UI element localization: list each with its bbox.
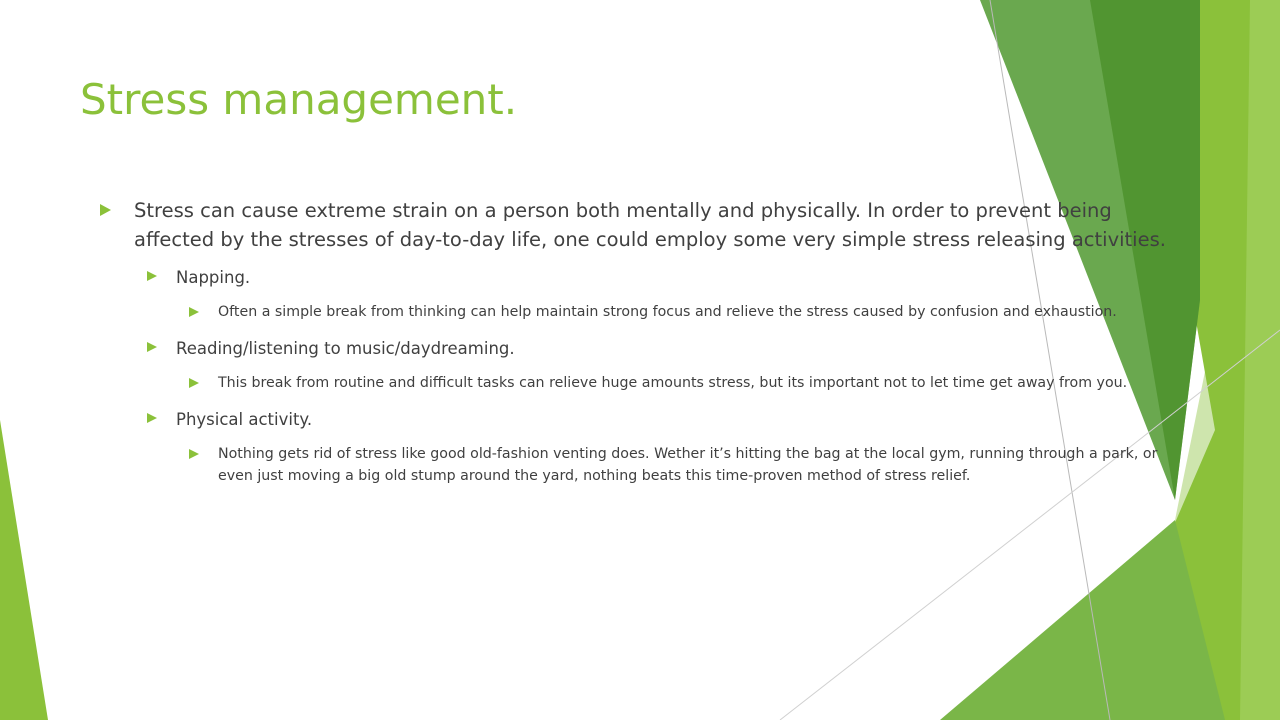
slide-title: Stress management. [80,75,518,124]
slide-body [100,196,1180,501]
left-edge-shape [0,420,48,720]
activity-detail-napping [189,301,1180,323]
triangle-bullet-icon [189,449,199,459]
activity-detail-text: Often a simple break from thinking can help maintain strong focus and relieve the stress caused by confusion and exhaustion. [218,304,1117,320]
triangle-bullet-icon [147,342,157,352]
activity-label: Reading/listening to music/daydreaming. [176,339,515,358]
mid-green-facet [940,520,1225,720]
activity-item-reading [147,337,1180,360]
activity-detail-text: This break from routine and difficult tasks can relieve huge amounts stress, but its important not to let time get away from you. [218,375,1128,391]
activity-label: Physical activity. [176,410,313,429]
activity-item-physical [147,408,1180,431]
activity-detail-physical [189,443,1180,487]
main-point-text: Stress can cause extreme strain on a person both mentally and physically. In order to prevent being affected by the stresses of day-to-day life, one could employ some very simple stress releasing activities. [134,199,1166,251]
triangle-bullet-icon [189,307,199,317]
triangle-bullet-icon [147,271,157,281]
triangle-bullet-icon [100,204,111,216]
activity-item-napping [147,266,1180,289]
activity-detail-text: Nothing gets rid of stress like good old-fashion venting does. Wether it’s hitting the bag at the local gym, running through a park, or even just moving a big old stump around the yard, nothing beats this time-proven method of stress relief. [218,446,1158,484]
activity-detail-reading [189,372,1180,394]
triangle-bullet-icon [147,413,157,423]
main-point [100,196,1180,254]
activity-label: Napping. [176,268,251,287]
triangle-bullet-icon [189,378,199,388]
